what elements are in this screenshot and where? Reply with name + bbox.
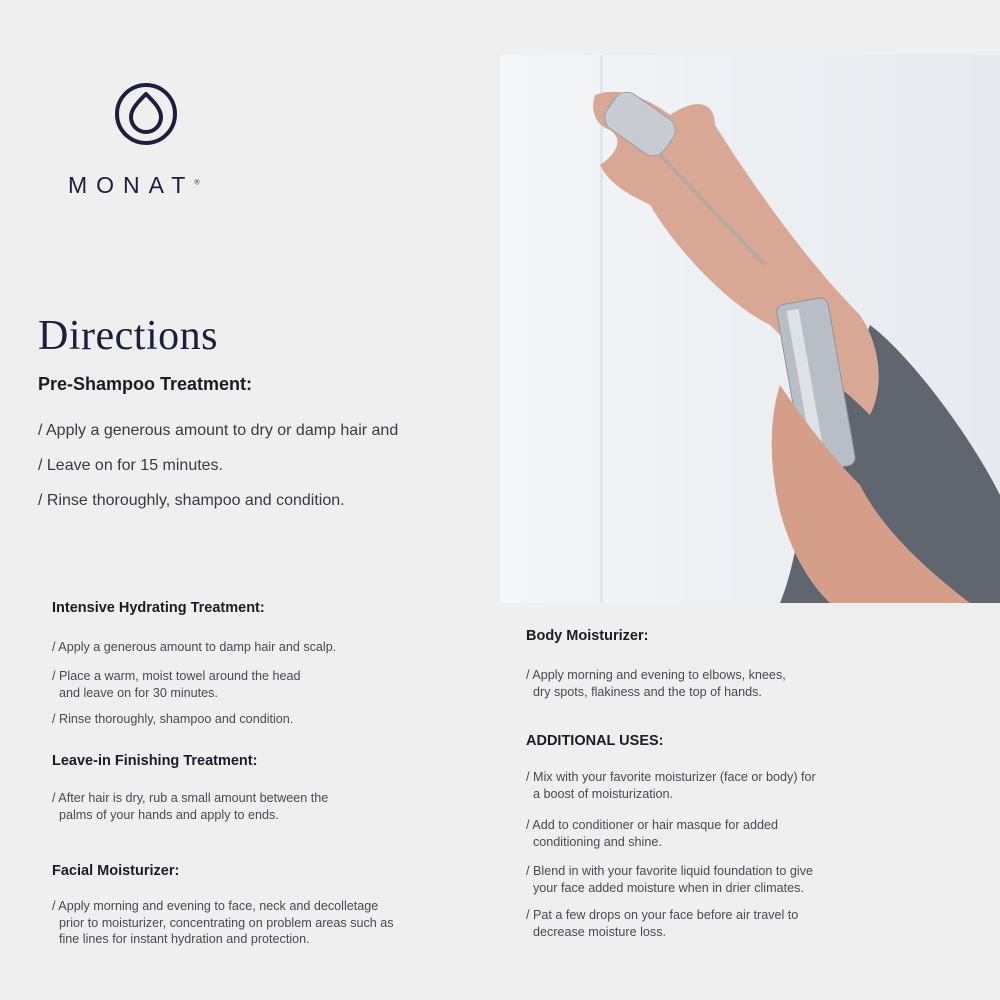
- monat-logo-icon: [112, 82, 180, 146]
- body-item: / Apply morning and evening to elbows, knees, dry spots, flakiness and the top of hands.: [526, 668, 786, 699]
- pre-shampoo-item: / Rinse thoroughly, shampoo and condition.: [38, 492, 345, 509]
- additional-uses-heading: ADDITIONAL USES:: [526, 733, 664, 749]
- leave-in-item: / After hair is dry, rub a small amount between the palms of your hands and apply to ends.: [52, 791, 329, 822]
- body-heading: Body Moisturizer:: [526, 628, 649, 644]
- additional-item: / Pat a few drops on your face before air travel to decrease moisture loss.: [526, 908, 799, 939]
- hands-with-dropper-illustration: [500, 55, 1000, 603]
- pre-shampoo-heading: Pre-Shampoo Treatment:: [38, 374, 253, 394]
- leave-in-heading: Leave-in Finishing Treatment:: [52, 753, 258, 769]
- additional-item: / Add to conditioner or hair masque for added conditioning and shine.: [526, 818, 779, 849]
- intensive-item: / Rinse thoroughly, shampoo and condition.: [52, 712, 294, 726]
- facial-heading: Facial Moisturizer:: [52, 863, 180, 879]
- intensive-heading: Intensive Hydrating Treatment:: [52, 600, 265, 616]
- facial-item: / Apply morning and evening to face, neck and decolletage prior to moisturizer, concentrating on problem areas such as fine lines for instant hydration and protection.: [52, 899, 394, 946]
- brand-name: [68, 172, 200, 199]
- pre-shampoo-item: / Apply a generous amount to dry or damp hair and: [38, 422, 399, 439]
- brand-text: MONAT: [68, 172, 195, 198]
- intensive-item: / Apply a generous amount to damp hair and scalp.: [52, 640, 337, 654]
- additional-item: / Blend in with your favorite liquid foundation to give your face added moisture when in drier climates.: [526, 864, 814, 895]
- page-title: Directions: [38, 313, 218, 359]
- registered-mark: ®: [194, 179, 200, 187]
- pre-shampoo-item: / Leave on for 15 minutes.: [38, 457, 223, 474]
- intensive-item: / Place a warm, moist towel around the head and leave on for 30 minutes.: [52, 669, 301, 700]
- product-photo: [500, 55, 1000, 603]
- additional-item: / Mix with your favorite moisturizer (face or body) for a boost of moisturization.: [526, 770, 816, 801]
